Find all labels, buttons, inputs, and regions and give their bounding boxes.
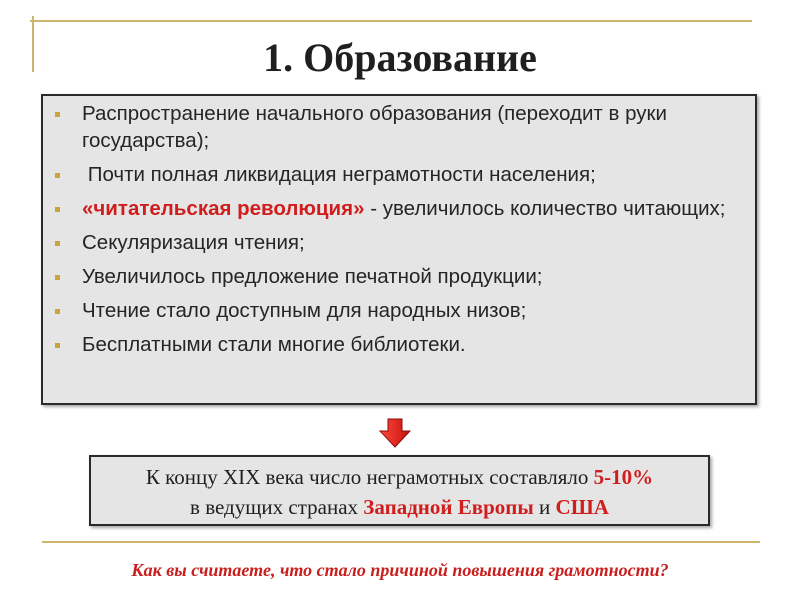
bullet-item bbox=[55, 161, 735, 188]
arrow-down-icon bbox=[379, 418, 411, 448]
square-bullet-icon bbox=[55, 275, 60, 280]
square-bullet-icon bbox=[55, 241, 60, 246]
square-bullet-icon bbox=[55, 207, 60, 212]
bullet-text: - увеличилось количество читающих; bbox=[364, 197, 726, 220]
conclusion-line-1 bbox=[91, 462, 708, 492]
bullet-item bbox=[55, 195, 735, 222]
discussion-question: Как вы считаете, что стало причиной повышения грамотности? bbox=[131, 560, 669, 580]
bullet-text: Почти полная ликвидация неграмотности населения; bbox=[82, 163, 596, 186]
top-rule bbox=[30, 20, 752, 22]
square-bullet-icon bbox=[55, 112, 60, 117]
bullet-text: Бесплатными стали многие библиотеки. bbox=[82, 333, 466, 356]
bullet-box bbox=[41, 94, 757, 405]
conclusion-connector: и bbox=[533, 495, 556, 519]
conclusion-highlight: США bbox=[555, 495, 609, 519]
conclusion-text: К концу XIX века число неграмотных составляло bbox=[145, 465, 594, 489]
bullet-item bbox=[55, 297, 735, 324]
bullet-list bbox=[55, 100, 735, 358]
bullet-item bbox=[55, 331, 735, 358]
slide-title: 1. Образование bbox=[263, 35, 537, 80]
square-bullet-icon bbox=[55, 343, 60, 348]
bottom-rule bbox=[42, 541, 760, 543]
bullet-item bbox=[55, 263, 735, 290]
bullet-text: Секуляризация чтения; bbox=[82, 231, 305, 254]
conclusion-line-2 bbox=[91, 492, 708, 522]
bullet-item bbox=[55, 100, 735, 154]
conclusion-box bbox=[89, 455, 710, 526]
conclusion-text: в ведущих странах bbox=[190, 495, 364, 519]
bullet-highlight: «читательская революция» bbox=[82, 197, 365, 220]
bullet-text: Распространение начального образования (переходит в руки государства); bbox=[82, 102, 667, 152]
conclusion-highlight: 5-10% bbox=[593, 465, 654, 489]
square-bullet-icon bbox=[55, 309, 60, 314]
bullet-text: Увеличилось предложение печатной продукции; bbox=[82, 265, 543, 288]
conclusion-highlight: Западной Европы bbox=[363, 495, 534, 519]
square-bullet-icon bbox=[55, 173, 60, 178]
bullet-text: Чтение стало доступным для народных низов; bbox=[82, 299, 527, 322]
bullet-item bbox=[55, 229, 735, 256]
